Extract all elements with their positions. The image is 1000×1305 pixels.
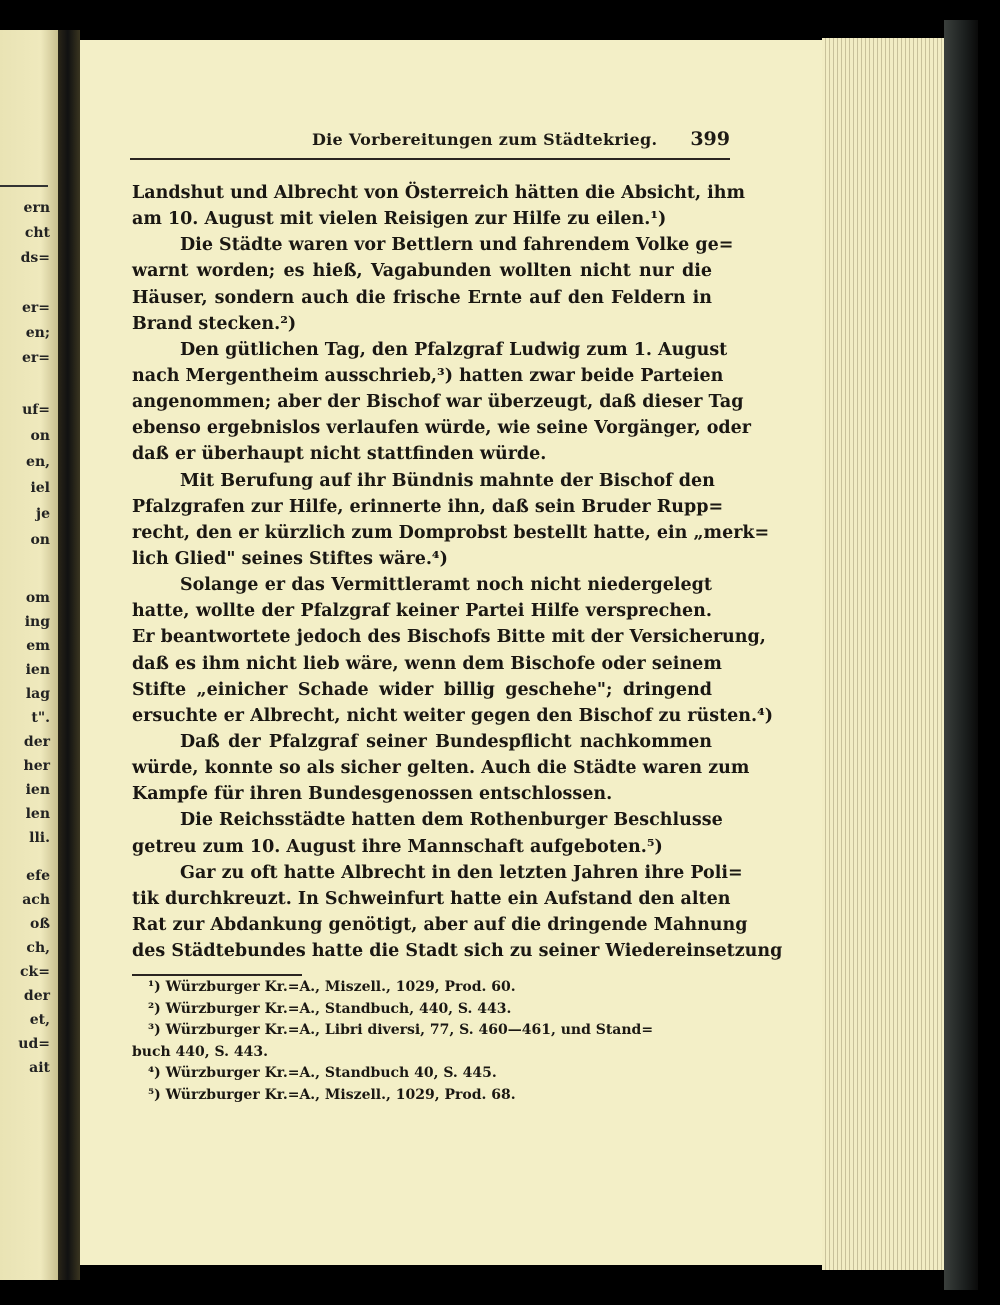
text-line: Häuser, sondern auch die frische Ernte auf den Feldern in — [132, 287, 712, 308]
book-gutter — [58, 30, 80, 1280]
previous-page-fragment: ait — [29, 1060, 50, 1076]
previous-page-fragment: ern — [23, 200, 50, 216]
previous-page-header-rule — [0, 185, 48, 187]
text-line: Solange er das Vermittleramt noch nicht niedergelegt — [180, 575, 712, 596]
text-line: daß es ihm nicht lieb wäre, wenn dem Bischofe oder seinem — [132, 653, 722, 674]
text-line: Gar zu oft hatte Albrecht in den letzten Jahren ihre Poli= — [180, 862, 743, 883]
text-line: lich Glied" seines Stiftes wäre.⁴) — [132, 548, 448, 569]
text-line: ebenso ergebnislos verlaufen würde, wie seine Vorgänger, oder — [132, 418, 752, 439]
text-line: daß er überhaupt nicht stattfinden würde. — [132, 444, 547, 465]
previous-page-edge — [0, 30, 58, 1280]
text-line: getreu zum 10. August ihre Mannschaft aufgeboten.⁵) — [132, 836, 663, 857]
previous-page-fragment: em — [26, 638, 50, 654]
text-line: Pfalzgrafen zur Hilfe, erinnerte ihn, daß sein Bruder Rupp= — [132, 496, 724, 517]
previous-page-fragment: ud= — [18, 1036, 50, 1052]
previous-page-fragment: her — [23, 758, 50, 774]
previous-page-fragment: ch, — [26, 940, 50, 956]
text-line: Rat zur Abdankung genötigt, aber auf die dringende Mahnung — [132, 914, 748, 935]
previous-page-fragment: lag — [25, 686, 50, 702]
footnote: ⁵) Würzburger Kr.=A., Miszell., 1029, Prod. 68. — [148, 1086, 516, 1103]
text-line: Kampfe für ihren Bundesgenossen entschlossen. — [132, 784, 613, 805]
text-line: Den gütlichen Tag, den Pfalzgraf Ludwig zum 1. August — [180, 339, 728, 360]
text-line: des Städtebundes hatte die Stadt sich zu seiner Wiedereinsetzung — [132, 941, 783, 962]
previous-page-fragment: on — [30, 532, 50, 548]
book-page — [80, 40, 825, 1265]
previous-page-fragment: cht — [24, 225, 50, 241]
previous-page-fragment: iel — [30, 480, 50, 496]
text-line: würde, konnte so als sicher gelten. Auch die Städte waren zum — [132, 758, 750, 779]
running-title: Die Vorbereitungen zum Städtekrieg. — [312, 130, 658, 149]
previous-page-fragment: je — [36, 506, 50, 522]
text-line: nach Mergentheim ausschrieb,³) hatten zwar beide Parteien — [132, 365, 724, 386]
body-text — [132, 180, 783, 964]
previous-page-fragment: en; — [25, 325, 50, 341]
previous-page-fragment: lli. — [29, 830, 50, 846]
book-cover-edge — [944, 20, 978, 1290]
previous-page-fragment: der — [23, 734, 50, 750]
header-rule — [130, 158, 730, 160]
footnote: ⁴) Würzburger Kr.=A., Standbuch 40, S. 445. — [148, 1065, 497, 1081]
text-line: Er beantwortete jedoch des Bischofs Bitte mit der Versicherung, — [132, 627, 766, 648]
text-line: angenommen; aber der Bischof war überzeugt, daß dieser Tag — [132, 392, 744, 413]
footnote-rule — [132, 974, 302, 976]
previous-page-fragment: on — [30, 428, 50, 444]
previous-page-fragment: uf= — [22, 402, 50, 418]
previous-page-fragment: ach — [22, 892, 50, 908]
text-line: Mit Berufung auf ihr Bündnis mahnte der Bischof den — [180, 470, 715, 491]
previous-page-fragment: ing — [24, 614, 50, 630]
text-line: Brand stecken.²) — [132, 313, 297, 334]
previous-page-fragment: oß — [30, 916, 50, 932]
footnotes — [132, 977, 654, 1106]
text-line: tik durchkreuzt. In Schweinfurt hatte ein Aufstand den alten — [132, 888, 731, 909]
previous-page-fragment: et, — [29, 1012, 50, 1028]
previous-page-fragment: om — [25, 590, 50, 606]
previous-page-fragment: ien — [25, 782, 50, 798]
previous-page-fragment: t". — [31, 710, 50, 726]
text-line: warnt worden; es hieß, Vagabunden wollten nicht nur die — [132, 261, 712, 282]
footnote: ²) Würzburger Kr.=A., Standbuch, 440, S. 443. — [148, 1000, 512, 1017]
previous-page-fragment: len — [25, 806, 50, 822]
previous-page-fragment: en, — [26, 454, 50, 470]
page-number: 399 — [690, 128, 730, 150]
text-line: Die Städte waren vor Bettlern und fahrendem Volke ge= — [180, 235, 734, 256]
text-line: Landshut und Albrecht von Österreich hätten die Absicht, ihm — [132, 183, 746, 203]
page-block-edges — [822, 38, 946, 1270]
previous-page-fragment: er= — [21, 300, 50, 316]
footnote: ³) Würzburger Kr.=A., Libri diversi, 77, S. 460—461, und Stand= — [148, 1022, 654, 1038]
previous-page-fragment: er= — [21, 350, 50, 366]
text-line: hatte, wollte der Pfalzgraf keiner Partei Hilfe versprechen. — [132, 601, 712, 622]
text-line: am 10. August mit vielen Reisigen zur Hilfe zu eilen.¹) — [132, 209, 667, 230]
text-line: Daß der Pfalzgraf seiner Bundespflicht nachkommen — [180, 731, 712, 752]
text-line: ersuchte er Albrecht, nicht weiter gegen den Bischof zu rüsten.⁴) — [132, 705, 774, 726]
previous-page-fragment: ien — [25, 662, 50, 678]
text-line: recht, den er kürzlich zum Domprobst bestellt hatte, ein „merk= — [132, 522, 770, 543]
previous-page-fragment: ck= — [20, 964, 50, 980]
previous-page-fragment: ds= — [20, 250, 50, 266]
text-line: Stifte „einicher Schade wider billig geschehe"; dringend — [132, 679, 712, 700]
previous-page-fragment: efe — [26, 868, 50, 884]
page-header — [130, 130, 770, 160]
footnote: ¹) Würzburger Kr.=A., Miszell., 1029, Prod. 60. — [148, 979, 516, 995]
previous-page-fragment: der — [23, 988, 50, 1004]
text-line: Die Reichsstädte hatten dem Rothenburger Beschlusse — [180, 810, 723, 831]
footnote-continuation: buch 440, S. 443. — [132, 1043, 268, 1060]
